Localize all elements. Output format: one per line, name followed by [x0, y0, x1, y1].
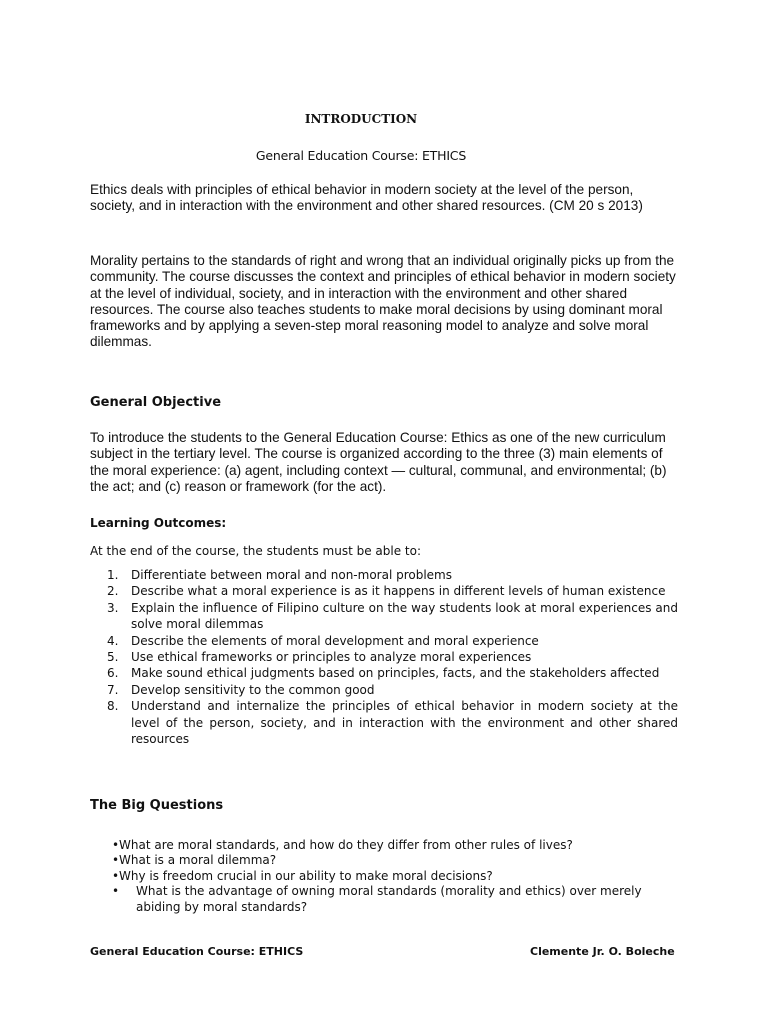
list-number: 7. [107, 682, 119, 697]
course-title: General Education Course: ETHICS [255, 148, 467, 163]
question-text: What is the advantage of owning moral standards (morality and ethics) over merely abiding by moral standards? [136, 884, 642, 914]
page-title: INTRODUCTION [304, 112, 418, 126]
learning-outcomes-list [90, 567, 678, 747]
footer-author: Clemente Jr. O. Boleche [530, 945, 675, 958]
learning-outcomes-lead: At the end of the course, the students must be able to: [90, 544, 421, 558]
question-text: What are moral standards, and how do they differ from other rules of lives? [119, 838, 573, 852]
footer-course: General Education Course: ETHICS [90, 945, 304, 958]
question-text: Why is freedom crucial in our ability to make moral decisions? [119, 868, 493, 883]
list-item [90, 567, 678, 583]
list-item-text: Make sound ethical judgments based on principles, facts, and the stakeholders affected [131, 666, 660, 681]
list-number: 2. [107, 584, 119, 599]
list-item-text: Develop sensitivity to the common good [131, 682, 375, 697]
list-item-text: Explain the influence of Filipino culture on the way students look at moral experiences and solve moral dilemmas [131, 600, 678, 632]
list-number: 3. [107, 600, 119, 615]
list-number: 6. [107, 666, 119, 681]
list-number: 8. [107, 699, 119, 714]
big-questions-heading: The Big Questions [90, 798, 224, 813]
list-item [90, 682, 678, 698]
list-number: 1. [107, 568, 119, 582]
bullet-icon: • [112, 853, 120, 868]
list-number: 5. [107, 650, 119, 665]
bullet-icon: • [112, 838, 120, 852]
list-item [90, 698, 678, 747]
list-item [90, 583, 678, 599]
list-item [90, 600, 678, 633]
learning-outcomes-heading: Learning Outcomes: [90, 516, 227, 530]
bullet-icon: • [112, 884, 120, 899]
list-item-text: Use ethical frameworks or principles to analyze moral experiences [131, 650, 532, 665]
intro-paragraph-morality: Morality pertains to the standards of right and wrong that an individual originally picks up from the community. The course discusses the context and principles of ethical behavior in modern society at the level of individual, society, and in interaction with the environment and other shared resources. The course also teaches students to make moral decisions by using dominant moral frameworks and by applying a seven-step moral reasoning model to analyze and solve moral dilemmas. [90, 253, 676, 350]
bullet-icon: • [112, 868, 120, 883]
big-questions-list [112, 838, 672, 915]
intro-paragraph-ethics: Ethics deals with principles of ethical behavior in modern society at the level of the person, society, and in interaction with the environment and other shared resources. (CM 20 s 2013) [90, 182, 643, 214]
list-item [112, 884, 672, 915]
question-text: What is a moral dilemma? [119, 853, 277, 868]
list-item [112, 838, 672, 853]
list-item [112, 869, 672, 884]
general-objective-text: To introduce the students to the General Education Course: Ethics as one of the new curriculum subject in the tertiary level. The course is organized according to the three (3) main elements of the moral experience: (a) agent, including context — cultural, communal, and environmental; (b) the act; and (c) reason or framework (for the act). [90, 430, 667, 494]
list-item-text: Differentiate between moral and non-moral problems [131, 568, 452, 582]
list-item-text: Describe the elements of moral development and moral experience [131, 633, 539, 648]
list-item [90, 633, 678, 649]
list-item [90, 665, 678, 681]
list-item-text: Describe what a moral experience is as it happens in different levels of human existence [131, 584, 666, 599]
list-item-text: Understand and internalize the principles of ethical behavior in modern society at the level of the person, society, and in interaction with the environment and other shared resources [131, 699, 678, 747]
list-number: 4. [107, 633, 119, 648]
list-item [112, 853, 672, 868]
general-objective-heading: General Objective [90, 395, 222, 410]
list-item [90, 649, 678, 665]
